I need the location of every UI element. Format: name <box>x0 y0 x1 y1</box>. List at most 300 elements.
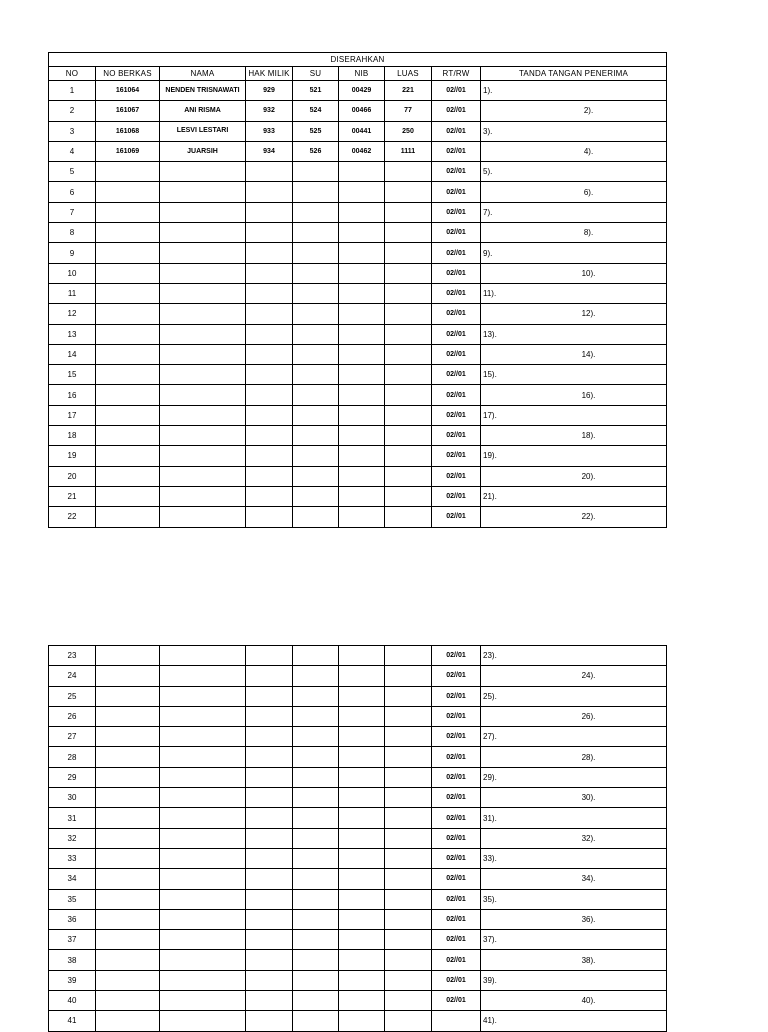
cell-su <box>293 405 339 425</box>
cell-no-berkas <box>96 727 160 747</box>
cell-tanda-tangan[interactable]: 35). <box>481 889 667 909</box>
cell-rt-rw: 02//01 <box>432 121 481 141</box>
col-header-no-berkas: NO BERKAS <box>96 67 160 81</box>
cell-tanda-tangan[interactable]: 19). <box>481 446 667 466</box>
col-header-nib: NIB <box>339 67 385 81</box>
cell-hak-milik <box>246 808 293 828</box>
cell-luas <box>385 706 432 726</box>
cell-su <box>293 507 339 527</box>
cell-tanda-tangan[interactable]: 18). <box>481 426 667 446</box>
cell-nama <box>160 283 246 303</box>
cell-nama <box>160 848 246 868</box>
cell-no: 37 <box>49 930 96 950</box>
cell-nama <box>160 304 246 324</box>
cell-nib <box>339 747 385 767</box>
column-header-row <box>49 67 667 81</box>
cell-no-berkas <box>96 466 160 486</box>
col-header-nama: NAMA <box>160 67 246 81</box>
cell-luas: 1111 <box>385 141 432 161</box>
cell-no: 33 <box>49 848 96 868</box>
cell-nama <box>160 828 246 848</box>
cell-no-berkas <box>96 446 160 466</box>
table-row <box>49 486 667 506</box>
cell-no-berkas <box>96 385 160 405</box>
cell-no: 11 <box>49 283 96 303</box>
cell-tanda-tangan[interactable]: 39). <box>481 970 667 990</box>
cell-nib <box>339 1011 385 1031</box>
cell-nib <box>339 808 385 828</box>
cell-no: 41 <box>49 1011 96 1031</box>
cell-no-berkas <box>96 909 160 929</box>
cell-luas <box>385 385 432 405</box>
cell-nib <box>339 970 385 990</box>
table-row <box>49 889 667 909</box>
cell-su <box>293 727 339 747</box>
cell-nama: JUARSIH <box>160 141 246 161</box>
cell-no-berkas <box>96 507 160 527</box>
cell-luas <box>385 162 432 182</box>
cell-no: 21 <box>49 486 96 506</box>
cell-rt-rw: 02//01 <box>432 202 481 222</box>
cell-rt-rw: 02//01 <box>432 991 481 1011</box>
cell-su: 525 <box>293 121 339 141</box>
cell-su <box>293 808 339 828</box>
cell-rt-rw: 02//01 <box>432 426 481 446</box>
cell-rt-rw: 02//01 <box>432 909 481 929</box>
cell-hak-milik <box>246 686 293 706</box>
cell-no-berkas <box>96 930 160 950</box>
cell-nama <box>160 385 246 405</box>
cell-su <box>293 646 339 666</box>
cell-tanda-tangan[interactable]: 32). <box>481 828 667 848</box>
cell-nama <box>160 1011 246 1031</box>
cell-nama <box>160 243 246 263</box>
cell-no: 6 <box>49 182 96 202</box>
cell-rt-rw: 02//01 <box>432 405 481 425</box>
cell-no: 34 <box>49 869 96 889</box>
cell-su: 524 <box>293 101 339 121</box>
cell-no-berkas <box>96 991 160 1011</box>
cell-no: 18 <box>49 426 96 446</box>
table-row <box>49 991 667 1011</box>
cell-nama <box>160 950 246 970</box>
table-row <box>49 141 667 161</box>
cell-no-berkas <box>96 426 160 446</box>
cell-hak-milik: 929 <box>246 81 293 101</box>
cell-hak-milik <box>246 767 293 787</box>
cell-tanda-tangan[interactable]: 33). <box>481 848 667 868</box>
cell-nib: 00441 <box>339 121 385 141</box>
table-body-part-1 <box>49 81 667 528</box>
cell-tanda-tangan[interactable]: 15). <box>481 365 667 385</box>
table-row <box>49 304 667 324</box>
table-row <box>49 970 667 990</box>
cell-su <box>293 686 339 706</box>
cell-tanda-tangan[interactable]: 21). <box>481 486 667 506</box>
cell-no: 13 <box>49 324 96 344</box>
cell-nib <box>339 283 385 303</box>
cell-no: 26 <box>49 706 96 726</box>
cell-su <box>293 950 339 970</box>
cell-hak-milik <box>246 869 293 889</box>
cell-no-berkas <box>96 243 160 263</box>
cell-hak-milik <box>246 446 293 466</box>
cell-tanda-tangan[interactable]: 26). <box>481 706 667 726</box>
cell-su <box>293 767 339 787</box>
cell-no: 23 <box>49 646 96 666</box>
cell-no-berkas <box>96 767 160 787</box>
cell-luas <box>385 727 432 747</box>
cell-no: 1 <box>49 81 96 101</box>
cell-no-berkas <box>96 405 160 425</box>
cell-su <box>293 666 339 686</box>
cell-no: 31 <box>49 808 96 828</box>
cell-nib <box>339 344 385 364</box>
cell-no: 5 <box>49 162 96 182</box>
cell-no-berkas <box>96 706 160 726</box>
cell-hak-milik <box>246 1011 293 1031</box>
cell-nama <box>160 162 246 182</box>
cell-nama <box>160 909 246 929</box>
cell-luas <box>385 767 432 787</box>
table-row <box>49 223 667 243</box>
table-row <box>49 950 667 970</box>
cell-luas <box>385 202 432 222</box>
table-row <box>49 466 667 486</box>
cell-luas <box>385 263 432 283</box>
cell-su <box>293 283 339 303</box>
cell-su <box>293 486 339 506</box>
cell-hak-milik: 932 <box>246 101 293 121</box>
cell-tanda-tangan[interactable]: 10). <box>481 263 667 283</box>
cell-su <box>293 466 339 486</box>
cell-no-berkas <box>96 304 160 324</box>
cell-luas <box>385 686 432 706</box>
table-row <box>49 706 667 726</box>
table-row <box>49 344 667 364</box>
cell-tanda-tangan[interactable]: 41). <box>481 1011 667 1031</box>
cell-rt-rw: 02//01 <box>432 930 481 950</box>
cell-hak-milik <box>246 365 293 385</box>
cell-nama <box>160 365 246 385</box>
cell-tanda-tangan[interactable]: 31). <box>481 808 667 828</box>
cell-rt-rw: 02//01 <box>432 848 481 868</box>
cell-nama <box>160 223 246 243</box>
cell-no: 40 <box>49 991 96 1011</box>
cell-no: 20 <box>49 466 96 486</box>
cell-nib <box>339 466 385 486</box>
cell-nib <box>339 223 385 243</box>
cell-nib <box>339 486 385 506</box>
cell-nib: 00429 <box>339 81 385 101</box>
table-row <box>49 283 667 303</box>
cell-nib <box>339 446 385 466</box>
cell-luas <box>385 909 432 929</box>
table-row <box>49 767 667 787</box>
cell-luas <box>385 507 432 527</box>
cell-su <box>293 706 339 726</box>
cell-tanda-tangan[interactable]: 30). <box>481 788 667 808</box>
cell-su <box>293 869 339 889</box>
cell-tanda-tangan[interactable]: 36). <box>481 909 667 929</box>
cell-tanda-tangan[interactable]: 16). <box>481 385 667 405</box>
cell-su <box>293 446 339 466</box>
cell-tanda-tangan[interactable]: 11). <box>481 283 667 303</box>
table-row <box>49 121 667 141</box>
cell-nib <box>339 666 385 686</box>
cell-rt-rw: 02//01 <box>432 365 481 385</box>
cell-rt-rw: 02//01 <box>432 223 481 243</box>
cell-luas <box>385 182 432 202</box>
cell-nama <box>160 202 246 222</box>
cell-luas <box>385 848 432 868</box>
cell-nib <box>339 889 385 909</box>
group-header-row <box>49 53 667 67</box>
cell-luas <box>385 930 432 950</box>
cell-tanda-tangan[interactable]: 27). <box>481 727 667 747</box>
cell-rt-rw: 02//01 <box>432 747 481 767</box>
cell-no: 12 <box>49 304 96 324</box>
cell-rt-rw: 02//01 <box>432 788 481 808</box>
cell-nib <box>339 304 385 324</box>
cell-luas <box>385 747 432 767</box>
table-row <box>49 162 667 182</box>
cell-nib <box>339 909 385 929</box>
cell-no: 10 <box>49 263 96 283</box>
cell-rt-rw: 02//01 <box>432 646 481 666</box>
cell-no: 8 <box>49 223 96 243</box>
cell-nib <box>339 385 385 405</box>
cell-luas <box>385 869 432 889</box>
cell-su <box>293 1011 339 1031</box>
cell-no: 39 <box>49 970 96 990</box>
cell-nib <box>339 202 385 222</box>
cell-rt-rw: 02//01 <box>432 446 481 466</box>
cell-hak-milik <box>246 202 293 222</box>
cell-nama <box>160 486 246 506</box>
cell-rt-rw: 02//01 <box>432 666 481 686</box>
cell-luas <box>385 324 432 344</box>
cell-tanda-tangan[interactable]: 13). <box>481 324 667 344</box>
cell-no: 25 <box>49 686 96 706</box>
cell-no-berkas <box>96 747 160 767</box>
cell-no: 38 <box>49 950 96 970</box>
cell-no-berkas <box>96 828 160 848</box>
col-header-tanda-tangan: TANDA TANGAN PENERIMA <box>481 67 667 81</box>
table-row <box>49 365 667 385</box>
cell-su <box>293 202 339 222</box>
cell-nib: 00462 <box>339 141 385 161</box>
cell-no-berkas <box>96 162 160 182</box>
cell-tanda-tangan[interactable]: 3). <box>481 121 667 141</box>
cell-hak-milik <box>246 706 293 726</box>
cell-no: 28 <box>49 747 96 767</box>
cell-su <box>293 304 339 324</box>
cell-no: 9 <box>49 243 96 263</box>
cell-hak-milik <box>246 263 293 283</box>
cell-hak-milik <box>246 344 293 364</box>
cell-rt-rw: 02//01 <box>432 344 481 364</box>
cell-rt-rw: 02//01 <box>432 686 481 706</box>
cell-hak-milik <box>246 727 293 747</box>
table-row <box>49 263 667 283</box>
cell-tanda-tangan[interactable]: 5). <box>481 162 667 182</box>
distribution-table-part-2 <box>48 645 667 1032</box>
cell-nib <box>339 930 385 950</box>
cell-nama <box>160 747 246 767</box>
cell-nib <box>339 426 385 446</box>
cell-rt-rw: 02//01 <box>432 263 481 283</box>
cell-luas <box>385 1011 432 1031</box>
cell-hak-milik <box>246 182 293 202</box>
cell-nib <box>339 727 385 747</box>
cell-luas <box>385 828 432 848</box>
cell-hak-milik <box>246 788 293 808</box>
cell-no: 19 <box>49 446 96 466</box>
cell-tanda-tangan[interactable]: 24). <box>481 666 667 686</box>
cell-tanda-tangan[interactable]: 23). <box>481 646 667 666</box>
cell-tanda-tangan[interactable]: 22). <box>481 507 667 527</box>
cell-tanda-tangan[interactable]: 8). <box>481 223 667 243</box>
cell-no-berkas <box>96 324 160 344</box>
table-row <box>49 666 667 686</box>
cell-no: 7 <box>49 202 96 222</box>
cell-nib: 00466 <box>339 101 385 121</box>
cell-su <box>293 828 339 848</box>
cell-nama <box>160 869 246 889</box>
cell-su <box>293 930 339 950</box>
cell-rt-rw: 02//01 <box>432 243 481 263</box>
cell-tanda-tangan[interactable]: 29). <box>481 767 667 787</box>
cell-nama <box>160 686 246 706</box>
cell-su <box>293 747 339 767</box>
cell-luas <box>385 970 432 990</box>
cell-hak-milik <box>246 466 293 486</box>
cell-hak-milik <box>246 909 293 929</box>
cell-su <box>293 385 339 405</box>
cell-tanda-tangan[interactable]: 25). <box>481 686 667 706</box>
cell-hak-milik <box>246 747 293 767</box>
cell-nama <box>160 788 246 808</box>
cell-tanda-tangan[interactable]: 6). <box>481 182 667 202</box>
cell-rt-rw: 02//01 <box>432 283 481 303</box>
table-row <box>49 202 667 222</box>
cell-tanda-tangan[interactable]: 9). <box>481 243 667 263</box>
cell-hak-milik <box>246 991 293 1011</box>
cell-su <box>293 162 339 182</box>
cell-luas <box>385 486 432 506</box>
cell-nama <box>160 344 246 364</box>
cell-no: 22 <box>49 507 96 527</box>
cell-nib <box>339 507 385 527</box>
cell-no-berkas: 161069 <box>96 141 160 161</box>
cell-no-berkas: 161064 <box>96 81 160 101</box>
cell-luas <box>385 788 432 808</box>
cell-luas <box>385 243 432 263</box>
cell-rt-rw: 02//01 <box>432 727 481 747</box>
cell-su <box>293 263 339 283</box>
cell-su <box>293 365 339 385</box>
cell-su <box>293 970 339 990</box>
col-header-rt-rw: RT/RW <box>432 67 481 81</box>
cell-tanda-tangan[interactable]: 2). <box>481 101 667 121</box>
cell-no: 29 <box>49 767 96 787</box>
cell-nama <box>160 767 246 787</box>
cell-tanda-tangan[interactable]: 14). <box>481 344 667 364</box>
cell-tanda-tangan[interactable]: 34). <box>481 869 667 889</box>
cell-tanda-tangan[interactable]: 1). <box>481 81 667 101</box>
cell-nama <box>160 991 246 1011</box>
cell-tanda-tangan[interactable]: 37). <box>481 930 667 950</box>
cell-nama: NENDEN TRISNAWATI <box>160 81 246 101</box>
cell-tanda-tangan[interactable]: 12). <box>481 304 667 324</box>
cell-nib <box>339 950 385 970</box>
cell-hak-milik <box>246 426 293 446</box>
table-row <box>49 788 667 808</box>
cell-tanda-tangan[interactable]: 4). <box>481 141 667 161</box>
cell-nib <box>339 646 385 666</box>
cell-rt-rw: 02//01 <box>432 486 481 506</box>
cell-tanda-tangan[interactable]: 17). <box>481 405 667 425</box>
cell-luas <box>385 283 432 303</box>
table-body-part-2 <box>49 646 667 1032</box>
cell-rt-rw: 02//01 <box>432 828 481 848</box>
cell-nama <box>160 446 246 466</box>
table-row <box>49 405 667 425</box>
cell-hak-milik <box>246 828 293 848</box>
cell-no: 3 <box>49 121 96 141</box>
cell-rt-rw: 02//01 <box>432 950 481 970</box>
table-row <box>49 848 667 868</box>
cell-no-berkas <box>96 848 160 868</box>
cell-no-berkas <box>96 202 160 222</box>
table-row <box>49 243 667 263</box>
cell-no: 17 <box>49 405 96 425</box>
cell-tanda-tangan[interactable]: 38). <box>481 950 667 970</box>
cell-no-berkas <box>96 223 160 243</box>
cell-su: 521 <box>293 81 339 101</box>
cell-no: 4 <box>49 141 96 161</box>
table-row <box>49 1011 667 1031</box>
cell-tanda-tangan[interactable]: 20). <box>481 466 667 486</box>
cell-rt-rw: 02//01 <box>432 767 481 787</box>
cell-hak-milik: 933 <box>246 121 293 141</box>
cell-hak-milik <box>246 930 293 950</box>
cell-no-berkas <box>96 1011 160 1031</box>
cell-no-berkas <box>96 283 160 303</box>
cell-nama <box>160 930 246 950</box>
cell-hak-milik <box>246 243 293 263</box>
cell-nama <box>160 182 246 202</box>
cell-luas <box>385 223 432 243</box>
cell-hak-milik <box>246 223 293 243</box>
cell-no-berkas <box>96 344 160 364</box>
cell-su: 526 <box>293 141 339 161</box>
cell-luas: 77 <box>385 101 432 121</box>
cell-tanda-tangan[interactable]: 7). <box>481 202 667 222</box>
cell-nama <box>160 808 246 828</box>
cell-tanda-tangan[interactable]: 40). <box>481 991 667 1011</box>
cell-nama: ANI RISMA <box>160 101 246 121</box>
col-header-su: SU <box>293 67 339 81</box>
cell-tanda-tangan[interactable]: 28). <box>481 747 667 767</box>
cell-nib <box>339 767 385 787</box>
cell-rt-rw: 02//01 <box>432 507 481 527</box>
cell-su <box>293 889 339 909</box>
cell-no: 16 <box>49 385 96 405</box>
cell-hak-milik <box>246 889 293 909</box>
cell-rt-rw: 02//01 <box>432 141 481 161</box>
